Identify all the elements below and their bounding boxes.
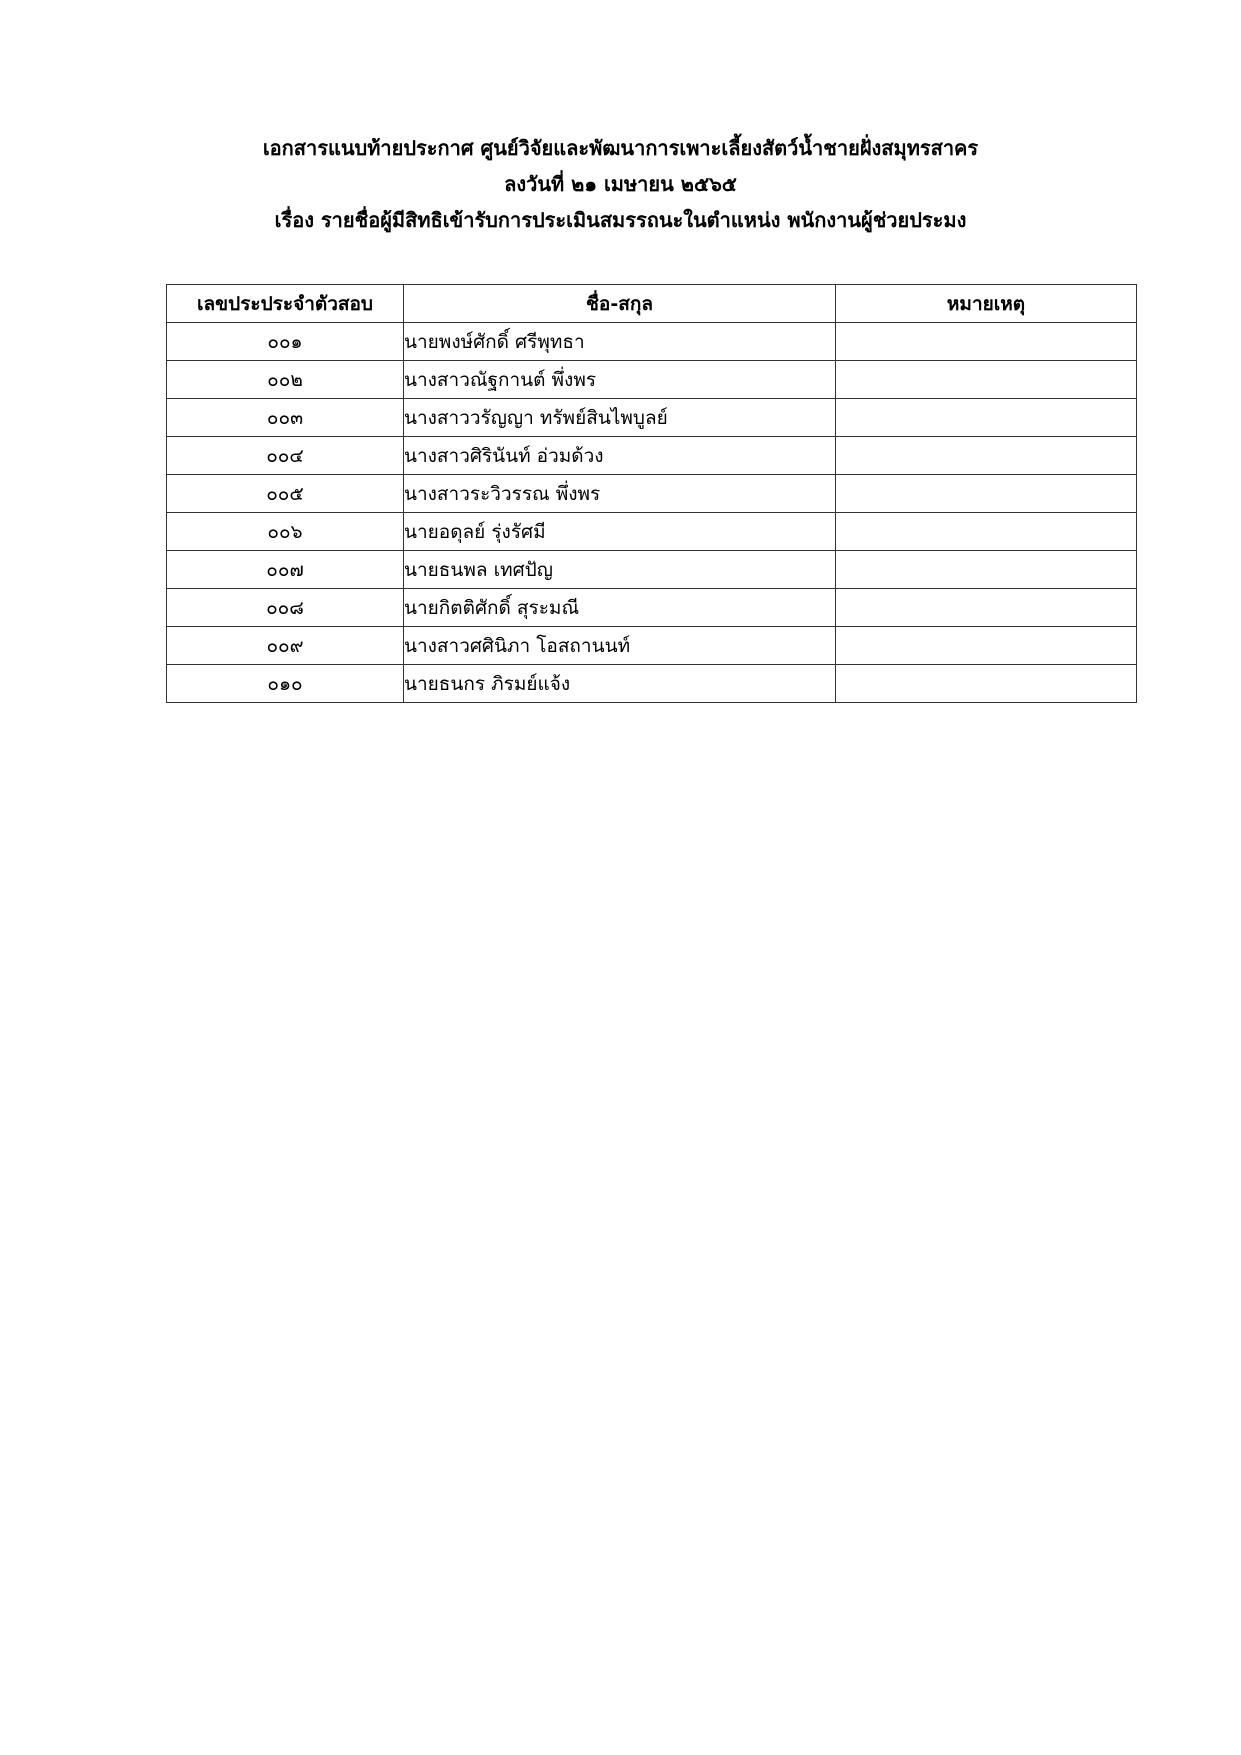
remarks-cell <box>836 361 1137 399</box>
remarks-cell <box>836 627 1137 665</box>
full-name-cell: นางสาวศศินิภา โอสถานนท์ <box>404 627 836 665</box>
remarks-cell <box>836 399 1137 437</box>
table-row <box>167 475 1137 513</box>
exam-id-cell: ๐๑๐ <box>167 665 404 703</box>
document-header <box>0 130 1241 238</box>
full-name-cell: นายกิตติศักดิ์ สุระมณี <box>404 589 836 627</box>
table-header-row <box>167 285 1137 323</box>
announcement-title: เอกสารแนบท้ายประกาศ ศูนย์วิจัยและพัฒนาการเพาะเลี้ยงสัตว์น้ำชายฝั่งสมุทรสาคร <box>262 136 979 160</box>
remarks-cell <box>836 589 1137 627</box>
table-row <box>167 399 1137 437</box>
full-name-cell: นางสาววรัญญา ทรัพย์สินไพบูลย์ <box>404 399 836 437</box>
exam-id-cell: ๐๐๘ <box>167 589 404 627</box>
exam-id-cell: ๐๐๕ <box>167 475 404 513</box>
full-name-cell: นางสาวณัฐกานต์ พึ่งพร <box>404 361 836 399</box>
table-row <box>167 627 1137 665</box>
candidate-table <box>166 284 1137 703</box>
exam-id-cell: ๐๐๗ <box>167 551 404 589</box>
remarks-cell <box>836 513 1137 551</box>
full-name-cell: นางสาวระวิวรรณ พึ่งพร <box>404 475 836 513</box>
exam-id-cell: ๐๐๔ <box>167 437 404 475</box>
table-row <box>167 323 1137 361</box>
table-row <box>167 513 1137 551</box>
exam-id-cell: ๐๐๓ <box>167 399 404 437</box>
full-name-cell: นายธนกร ภิรมย์แจ้ง <box>404 665 836 703</box>
remarks-cell <box>836 323 1137 361</box>
column-header-remarks: หมายเหตุ <box>836 285 1137 323</box>
exam-id-cell: ๐๐๙ <box>167 627 404 665</box>
announcement-subject: เรื่อง รายชื่อผู้มีสิทธิเข้ารับการประเมินสมรรถนะในตำแหน่ง พนักงานผู้ช่วยประมง <box>274 208 967 232</box>
remarks-cell <box>836 551 1137 589</box>
full-name-cell: นายธนพล เทศปัญ <box>404 551 836 589</box>
table-row <box>167 665 1137 703</box>
table-row <box>167 437 1137 475</box>
full-name-cell: นางสาวศิรินันท์ อ่วมด้วง <box>404 437 836 475</box>
table-row <box>167 361 1137 399</box>
table-row <box>167 589 1137 627</box>
remarks-cell <box>836 665 1137 703</box>
exam-id-cell: ๐๐๑ <box>167 323 404 361</box>
announcement-date: ลงวันที่ ๒๑ เมษายน ๒๕๖๕ <box>504 172 737 196</box>
remarks-cell <box>836 475 1137 513</box>
column-header-exam-id: เลขประประจำตัวสอบ <box>167 285 404 323</box>
remarks-cell <box>836 437 1137 475</box>
full-name-cell: นายอดุลย์ รุ่งรัศมี <box>404 513 836 551</box>
table-row <box>167 551 1137 589</box>
exam-id-cell: ๐๐๒ <box>167 361 404 399</box>
column-header-full-name: ชื่อ-สกุล <box>404 285 836 323</box>
full-name-cell: นายพงษ์ศักดิ์ ศรีพุทธา <box>404 323 836 361</box>
exam-id-cell: ๐๐๖ <box>167 513 404 551</box>
